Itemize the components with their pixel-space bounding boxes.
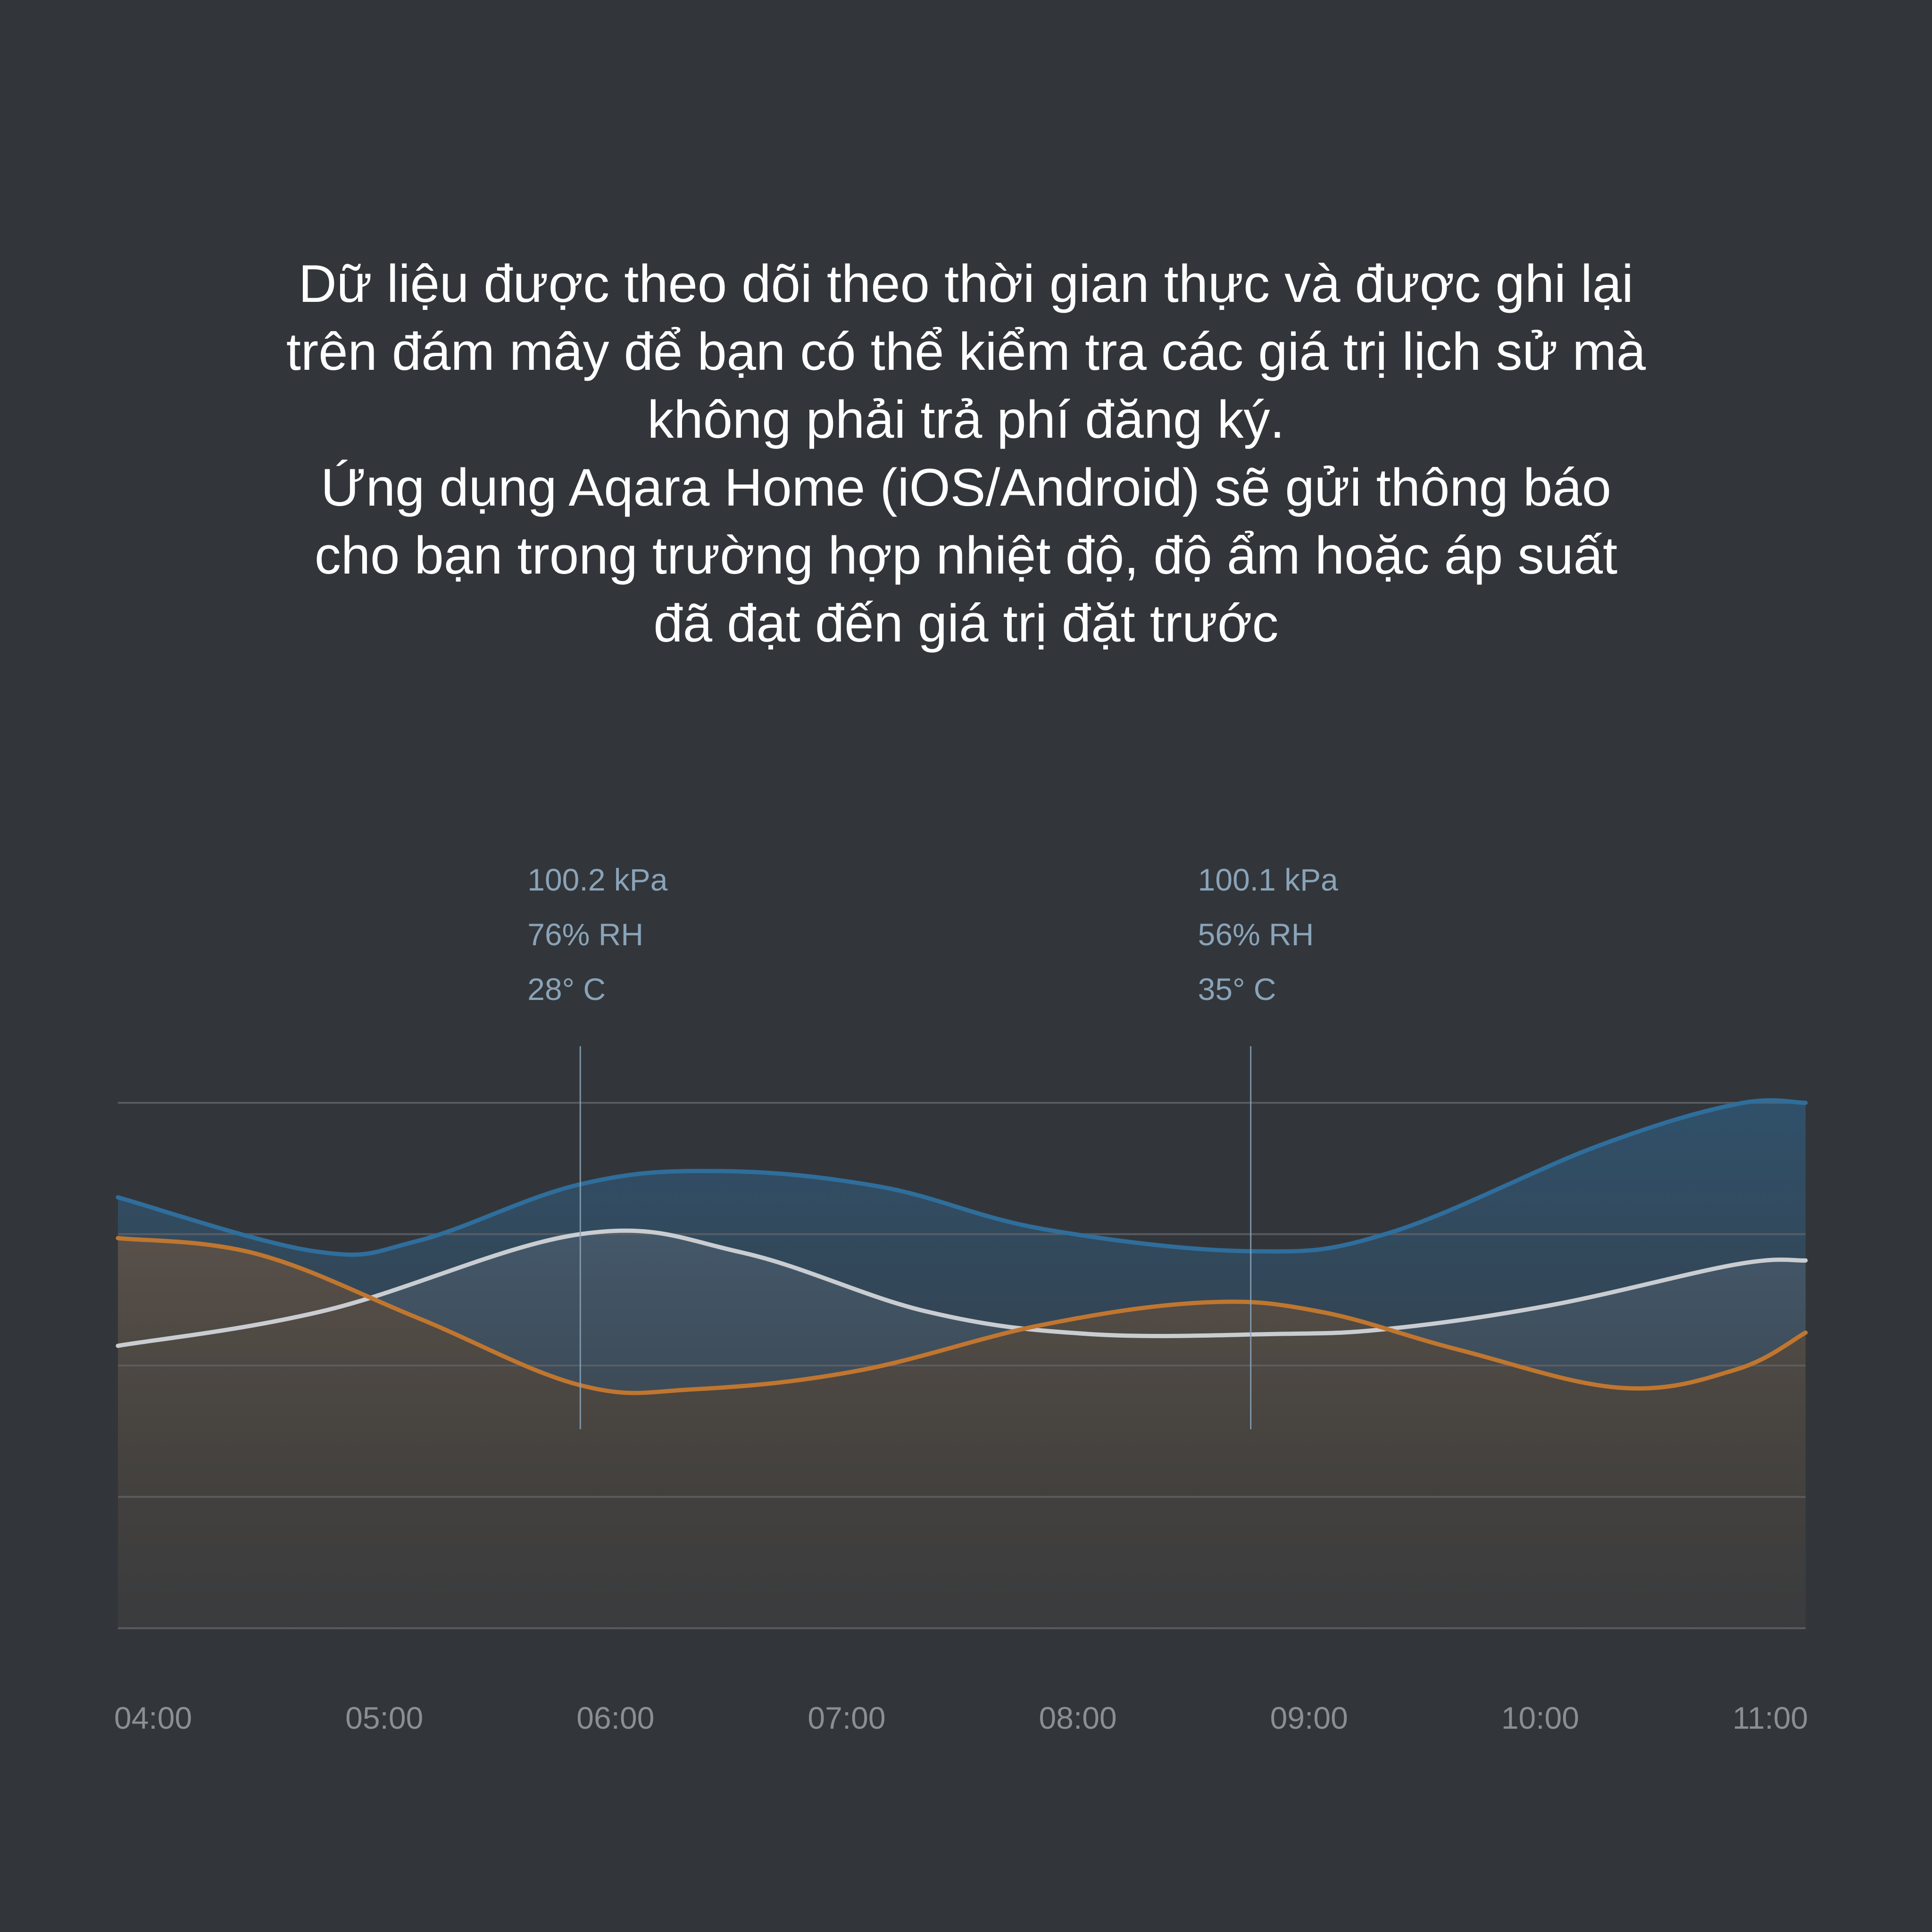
headline-line: Ứng dụng Aqara Home (iOS/Android) sẽ gửi thông báo bbox=[321, 458, 1611, 517]
annotation-label: 100.2 kPa bbox=[527, 862, 668, 897]
x-tick-label: 04:00 bbox=[114, 1700, 192, 1735]
x-tick-label: 09:00 bbox=[1270, 1700, 1348, 1735]
annotation-label: 35° C bbox=[1198, 972, 1276, 1007]
annotation-label: 76% RH bbox=[527, 917, 644, 952]
headline-line: đã đạt đến giá trị đặt trước bbox=[653, 594, 1279, 653]
annotation-label: 56% RH bbox=[1198, 917, 1314, 952]
annotation-label: 100.1 kPa bbox=[1198, 862, 1338, 897]
x-tick-label: 07:00 bbox=[808, 1700, 886, 1735]
headline-line: cho bạn trong trường hợp nhiệt độ, độ ẩm hoặc áp suất bbox=[314, 526, 1618, 585]
x-tick-label: 08:00 bbox=[1039, 1700, 1117, 1735]
annotation-label: 28° C bbox=[527, 972, 606, 1007]
headline-line: trên đám mây để bạn có thể kiểm tra các giá trị lịch sử mà bbox=[286, 322, 1646, 381]
headline-line: không phải trả phí đăng ký. bbox=[647, 390, 1285, 449]
x-tick-label: 11:00 bbox=[1732, 1700, 1808, 1735]
headline-line: Dữ liệu được theo dõi theo thời gian thực và được ghi lại bbox=[298, 254, 1634, 313]
x-tick-label: 05:00 bbox=[345, 1700, 424, 1735]
x-tick-label: 10:00 bbox=[1501, 1700, 1579, 1735]
x-tick-label: 06:00 bbox=[576, 1700, 655, 1735]
